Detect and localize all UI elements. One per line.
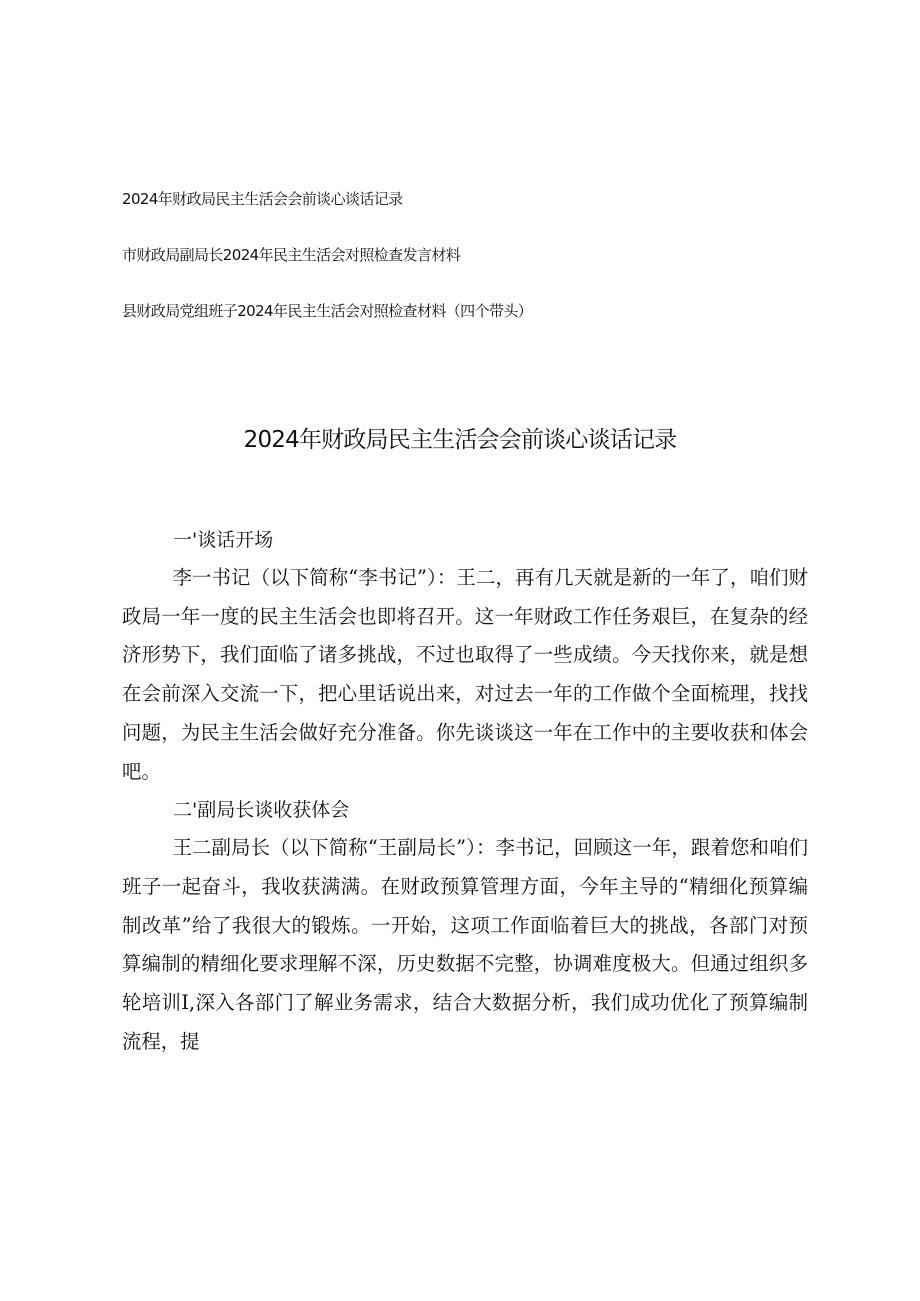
table-of-contents	[122, 188, 822, 356]
section-paragraph: 李一书记（以下简称“李书记”）：王二，再有几天就是新的一年了，咱们财政局一年一度的民主生活会也即将召开。这一年财政工作任务艰巨，在复杂的经济形势下，我们面临了诸多挑战，不过也取得了一些成绩。今天找你来，就是想在会前深入交流一下，把心里话说出来，对过去一年的工作做个全面梳理，找找问题，为民主生活会做好充分准备。你先谈谈这一年在工作中的主要收获和体会吧。	[122, 566, 808, 783]
document-title: 2024年财政局民主生活会会前谈心谈话记录	[243, 427, 677, 453]
toc-item[interactable]: 县财政局党组班子2024年民主生活会对照检查材料（四个带头）	[122, 302, 533, 320]
section-heading: 一'谈话开场	[173, 529, 274, 551]
section-heading: 二'副局长谈收获体会	[173, 799, 350, 822]
section-paragraph: 王二副局长（以下简称“王副局长”）：李书记，回顾这一年，跟着您和咱们班子一起奋斗，我收获满满。在财政预算管理方面，今年主导的“精细化预算编制改革”给了我很大的锻炼。一开始，这项工作面临着巨大的挑战，各部门对预算编制的精细化要求理解不深，历史数据不完整，协调难度极大。但通过组织多轮培训I,深入各部门了解业务需求，结合大数据分析，我们成功优化了预算编制流程，提	[122, 836, 808, 1053]
toc-item[interactable]: 市财政局副局长2024年民主生活会对照检查发言材料	[122, 246, 461, 264]
document-body	[122, 521, 808, 1061]
toc-item[interactable]: 2024年财政局民主生活会会前谈心谈话记录	[122, 190, 403, 208]
